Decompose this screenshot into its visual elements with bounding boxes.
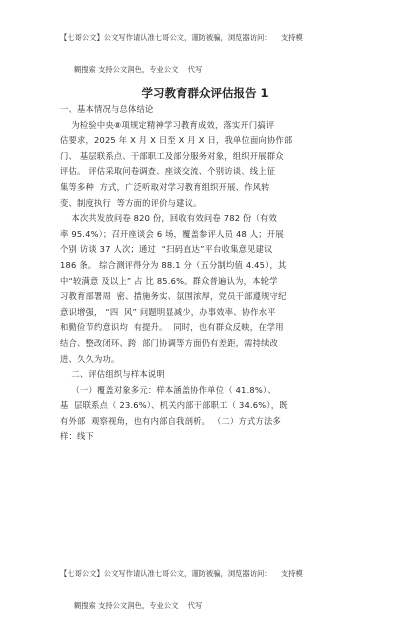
body-line: 习教育部署周 密、措施务实、氛围浓厚，党员干部遵规守纪 <box>60 291 287 302</box>
body-line: 变、制度执行 等方面的评价与建议。 <box>60 197 202 208</box>
body-line: （一）覆盖对象多元：样本涵盖协作单位（ 41.8%）、 <box>60 384 276 395</box>
body-line: 186 条。 综合测评得分为 88.1 分（五分制均值 4.45），其 <box>60 259 287 270</box>
footer-line-2: 糊搜索 支持公文润色，专业公文 代写 <box>60 600 203 610</box>
body-line: 基 层联系点（ 23.6%）、机关内部干部职工（ 34.6%），既 <box>60 400 288 411</box>
page-header <box>60 12 380 86</box>
body-line: 率 95.4%）；召开座谈会 6 场，覆盖参评人员 48 人；开展 <box>60 228 284 239</box>
body-line: 有外部 观察视角，也有内部自我剖析。 （二）方式方法多 <box>60 415 281 426</box>
body-line: 中“较满意 及以上” 占 比 85.6%。群众普遍认为，本轮学 <box>60 275 278 286</box>
document-title: 学习教育群众评估报告 1 <box>141 86 269 100</box>
body-line: 结合、整改闭环、跨 部门协调等方面仍有差距，需持续改 <box>60 337 279 348</box>
footer-line-1: 【七哥公文】公文写作请认准七哥公文，谨防被骗，浏览器访问： 支持模 <box>60 569 303 578</box>
body-line: 一、基本情况与总体结论 <box>60 104 154 114</box>
body-line: 为检验中央⑧项规定精神学习教育成效，落实开门搞评 <box>60 119 275 130</box>
body-line: 样：线下 <box>60 431 94 442</box>
body-line: 集等多种 方式，广泛听取对学习教育组织开展、作风转 <box>60 181 270 192</box>
body-line: 进、久久为功。 <box>60 353 120 364</box>
body-line: 评估。 评估采取问卷调查、座谈交流、个别访谈、线上征 <box>60 166 276 177</box>
header-line-1: 【七哥公文】公文写作请认准七哥公文，谨防被骗，浏览器访问： 支持模 <box>60 33 303 42</box>
body-line: 和勤俭节约意识均 有提升。 同时，也有群众反映，在学用 <box>60 322 284 333</box>
body-line: 意识增强， “四 风” 问题明显减少，办事效率、协作水平 <box>60 306 276 317</box>
body-line: 门、 基层联系点、干部职工及部分服务对象，组织开展群众 <box>60 150 284 161</box>
header-line-2: 糊搜索 支持公文润色，专业公文 代写 <box>60 64 203 74</box>
body-line: 二、评估组织与样本说明 <box>60 369 165 380</box>
document-body <box>60 102 360 445</box>
body-line: 估要求，2025 年 X 月 X 日至 X 月 X 日，我单位面向协作部 <box>60 135 293 146</box>
body-line: 本次共发放问卷 820 份，回收有效问卷 782 份（有效 <box>60 213 278 224</box>
body-line: 个别 访谈 37 人次；通过 “扫码直达”平台收集意见建议 <box>60 244 273 255</box>
page-footer <box>60 548 380 622</box>
